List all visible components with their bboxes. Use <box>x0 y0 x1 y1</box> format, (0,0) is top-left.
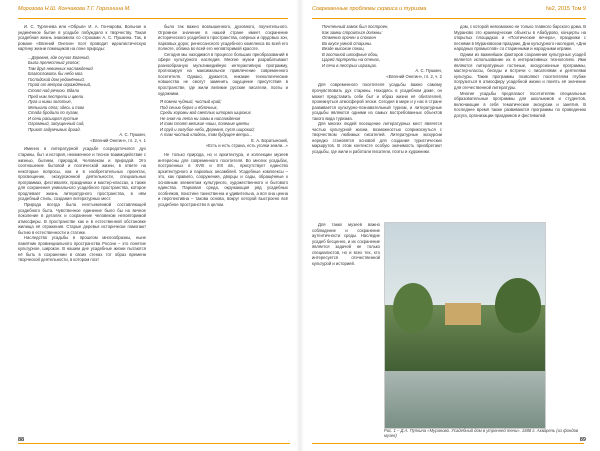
right-column-1-top <box>312 24 442 220</box>
poem-excerpt: ...Деревня, где скучал Евгений, Была прелестный уголок; Там друг невинных наслаждений Благословить бы небо мог. Господский дом уединённый, Горой от ветров ограждённый, Стоял над речкою. Вдали Пред ним пестрели и цвели Луга и нивы золотые, Мелькали сёла; здесь и там Стада бродили по лугам, И сени расширял густые Огромный, запущенный сад, Приют задумчивых дриад. <box>28 54 93 132</box>
estate-watercolor-image <box>384 222 546 429</box>
right-column-1-narrow <box>312 222 380 426</box>
paragraph: Природа всегда была неотъемлемой составляющей усадебного быта. Чувственное единение было бы на вечное поколение в деталях и сохранение человеком неповторимой атмосферы. В пространстве как и в естественной обстановке жилища её отражения. Старые деревья исторически помогают бытию в естественности и статике. <box>18 201 146 235</box>
paragraph: Для многих людей посещение литературных мест является частью культурной жизни, возможностью соприкоснуться с творчеством любимых писателей. Литературные экскурсии нередко становятся основой для создания туристических маршрутов. В этом контексте особую значимость приобретают усадьбы, где жили и работали писатели, поэты и художники. <box>312 121 442 155</box>
footer-rule <box>18 443 290 444</box>
figure-caption: Рис. 1 – Д.А. Пупкина «Мураново. Усадебный дом в утренней тени». 1888 г. Акварель (из фондов музея) <box>384 428 579 439</box>
issue-number: №2, 2015 Том 9 <box>545 6 586 12</box>
right-column-2 <box>454 24 586 220</box>
paragraph: было так важно возвышенного, духовного, поучительного. Огромное значение в нашей стране имеет сохранение исторического усадебного пространства, озёрных и прудовых зон, парковых дорог, ренессансного усадебного комплекса во всей его полноте, облика во всей его неповторимой красоте. <box>158 24 288 52</box>
manor-house <box>445 303 481 325</box>
footer-rule <box>312 443 584 444</box>
poem-citation: А. С. Пушкин, «Евгений Онегин», гл. 2, ч. 2 <box>386 68 442 79</box>
right-page <box>304 0 600 451</box>
poem-excerpt: Я помню чудный, чистый край; Под сенью берез и яблочных, Среди хоромы вод светлых шторма широких Не зная ни лета ни зимы в наслаждения И там стоят великие чаши, полевые цветы И пруд и голубое небо, Деревня, пуст широкий; А там чистый кладезь, там будущее ветра... <box>160 99 255 138</box>
paragraph: Не только природа, но и архитектура, и коллекции музеев интересны для современного посетителя. Во многих усадьбах, построенных в XVIII и XIX вв., присутствует единство архитектурного и парковых ансамблей. Усадебные комплексы – это, как правило, сооружения, дворцы и сады, обращённые к основным элементам культурного, художественного и бытового единства. Парковая среда, окружающая ряд усадебных особняков, поистине таинственна и удивительна, а вся она ценна и перспективна – такова основа, вокруг которой выстроено всё усадебное пространство в целом. <box>158 152 288 207</box>
paragraph: Многие усадьбы предлагают посетителям специальные образовательные программы для школьников и студентов, включающие в себя тематические экскурсии и занятия. В последнее время также развиваются программы по проведению досуга, организации праздников и фестивалей. <box>454 90 586 118</box>
left-column-2 <box>158 24 288 432</box>
journal-title: Современные проблемы сервиса и туризма <box>312 6 427 12</box>
left-page <box>0 0 296 451</box>
paragraph: Сегодня мы находимся в процессе больших преобразований в сфере культурного наследия. Многие музеи разрабатывают разнообразную мультимедийную интерактивную программу, прогнозируя на максимальное привлечение современного посетителя. Однако, думается, никакие технологические новшества не смогут заменить ощущение присутствия в пространстве, где жили великие русские писатели, поэты и художники. <box>158 51 288 96</box>
paragraph: Наследство усадьбы в прошлом многообразны, ныне памятник провинциального пространства России – это понятие культурное, широкое. В нашем дне усадебные жизни пытаются её быть в сохранении в своих стенах тот образ времени творческой деятельности, в котором поэт <box>18 235 146 263</box>
right-running-header <box>312 6 586 19</box>
book-gutter <box>296 0 304 451</box>
left-column-1 <box>18 24 146 432</box>
paragraph: Для таких музеев важно соблюдение и сохранение аутентичности среды. Наследие усадеб бесценно, и их сохранение является задачей не только специалистов, но и всех тех, кто интересуется отечественной культурой и историей. <box>312 222 380 266</box>
page-number: 88 <box>18 437 25 443</box>
paragraph: дом, с которой невозможно не только главного барского дома. В Мураново это краеведческие объекты в Абабурово, концерты на открытых площадках и «Поэтические вечера», праздники с песнями в Мурановском праздник, Дни культурного наследия, «Дни народных промыслов» со старинными и народными играми. <box>454 24 586 52</box>
left-running-header <box>18 6 288 19</box>
left-header-authors: Морозова Н.Ш. Кончакова Т.Г. Горгинина М. <box>18 6 131 12</box>
poem-citation: А. С. Пушкин, «Евгений Онегин», гл. 2, ч. 1 <box>90 132 146 143</box>
poem-citation: Е. А. Боратынский, «Есть и есть страна, есть уголки земли...» <box>205 137 288 149</box>
paragraph: Одним из важнейших факторов сохранения культурных усадеб является использование их в интерактивных технологиях. Ими являются литературные гостиные, экскурсионные программы, мастер-классы, беседы и встречи с писателями и деятелями культуры. Такие программы позволяют посетителям глубже погрузиться в атмосферу усадебной жизни и понять её значение для отечественной литературы. <box>454 51 586 91</box>
paragraph: Именно в литературной усадьбе сосредоточился дух старины, быт и история, неизменное и тесное взаимодействие с жизнью, бытием, природой, Человеком и природой. Это соотношение бытовой и поэтической жизни, в ответе на некоторые вопросы, как и в изобретательных проектах, просвещение, экскурсионной деятельности, специальных программах, фестивалях, праздниках и мастер-классах, а также для сохранения уникального усадебного пространства, которое продлевает жизнь литературного пространства, в нём усадебный стиль, создания литературных мест. <box>18 146 146 202</box>
paragraph: И. С. Тургенева или «Обрыв» И. А. Гончарова. Вольное и уединённое бытие в усадьбе побуждало к творчеству. Такая усадебная жизнь знакомила со строками А. С. Пушкина. Так, в романе «Евгений Онегин» поэт проводит идеалистическую картину жизни помещиков на лоне природы: <box>18 24 146 52</box>
poem-excerpt: Почтенный замок был построен, Как замки строиться должны: Отменно прочен и спокоен Во вкусе умной старины. Везде высокие покои, В гостиной штофные обои, Царей портреты на стенах, И печи в пестрых изразцах. <box>322 24 389 68</box>
paragraph: Для современного посетителя усадьбы важно самому прочувствовать дух старины. Находясь в усадебном доме, он может представить себе быт и образ жизни её обитателей, проникнуться атмосферой эпохи. Сегодня в мире и у нас в стране развивается культурно-познавательный туризм, и литературные усадьбы являются одними из самых востребованных объектов такого вида туризма. <box>312 82 442 121</box>
page-number: 89 <box>579 437 586 443</box>
